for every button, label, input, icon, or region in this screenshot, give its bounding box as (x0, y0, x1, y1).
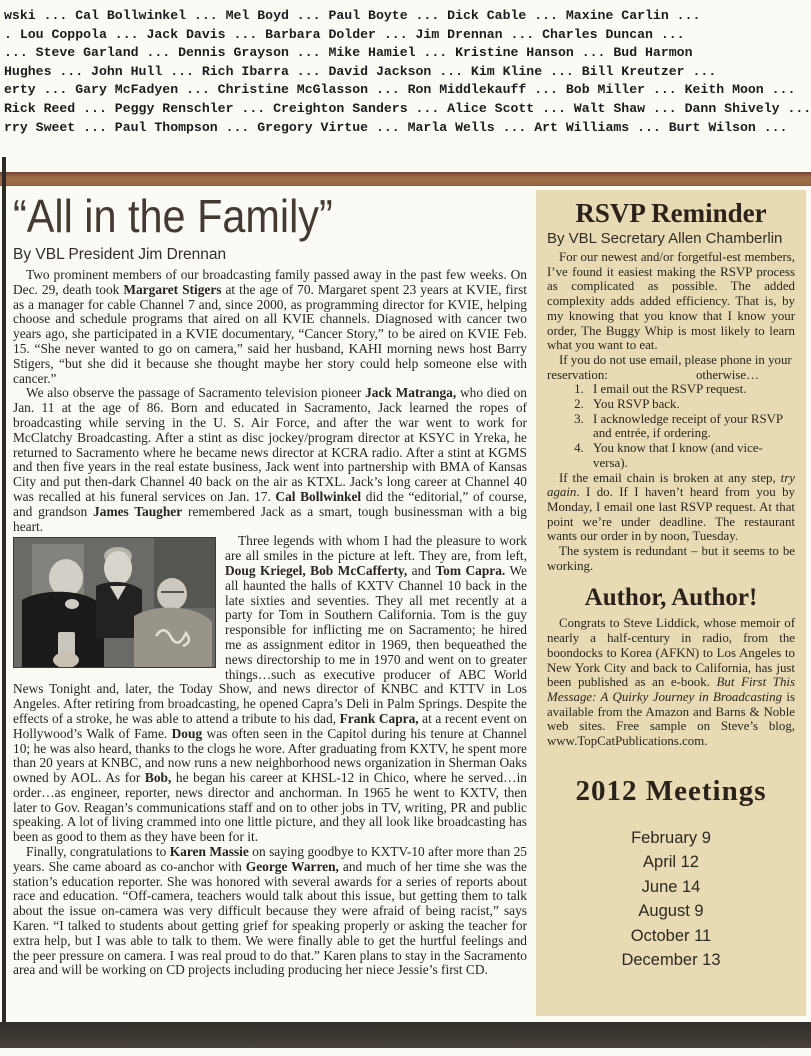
rsvp-byline: By VBL Secretary Allen Chamberlin (547, 230, 783, 247)
meeting-date: June 14 (641, 877, 701, 896)
rsvp-reminder-title: RSVP Reminder (575, 198, 767, 228)
member-name-line: erty ... Gary McFadyen ... Christine McGlasson ... Ron Middlekauff ... Bob Miller ... Keith Moon ... (4, 82, 796, 98)
sidebar-paragraph: For our newest and/or forgetful-est members, I’ve found it easiest making the RSVP process as complicated as possible. The added complexity adds added efficiency. That is, by my knowing that you know that I know your order, The Buggy Whip is most likely to learn what you want to eat. (547, 250, 795, 353)
article-paragraph: We also observe the passage of Sacramento television pioneer Jack Matranga, who died on Jan. 11 at the age of 86. Born and educated in Sacramento, Jack learned the ropes of broadcasting while serving in the U. S. Air Force, and after the war went to work for McClatchy Broadcasting. After a stint as disc jockey/program director at KSYC in Yreka, he returned to Sacramento where he became news director at KCRA radio. After a stint at KGMS and then five years in the real estate business, Jack went into partnership with BMA of Kansas City and put then-dark Channel 40 back on the air as KTXL. Jack’s long career at Channel 40 was recalled at his funeral services on Jan. 17. Cal Bollwinkel did the “editorial,” of course, and grandson James Taugher remembered Jack as a smart, tough businessman with a big heart. (13, 385, 528, 534)
article-photo-section (13, 534, 527, 978)
rsvp-phone-line-2 (547, 368, 795, 383)
member-name-line: wski ... Cal Bollwinkel ... Mel Boyd ... Paul Boyte ... Dick Cable ... Maxine Carlin ... (4, 8, 701, 23)
sidebar-paragraph: If the email chain is broken at any step, try again. I do. If I haven’t heard from you by Monday, I email one last RSVP request. At that point we’re under deadline. The restaurant wants our order in by noon, Tuesday. (547, 470, 795, 544)
member-name-line: Hughes ... John Hull ... Rich Ibarra ... David Jackson ... Kim Kline ... Bill Kreutzer ... (4, 63, 717, 79)
article-byline: By VBL President Jim Drennan (13, 246, 227, 263)
meeting-date: August 9 (638, 902, 704, 921)
author-paragraph (547, 616, 795, 748)
rsvp-phone-line-1: If you do not use email, please phone in your (559, 352, 792, 367)
member-name-line: . Lou Coppola ... Jack Davis ... Barbara Dolder ... Jim Drennan ... Charles Duncan ... (4, 26, 685, 42)
member-name-line: ... Steve Garland ... Dennis Grayson ... Mike Hamiel ... Kristine Hanson ... Bud Harmon (4, 45, 693, 61)
rsvp-closing-paragraphs (547, 471, 795, 574)
sidebar-paragraph: Congrats to Steve Liddick, whose memoir of nearly a half-century in radio, from the boondocks to Korea (AFKN) to Los Angeles to New York City and back to California, has just been published as an e-book. But First This Message: A Quirky Journey in Broadcasting is available from the Amazon and Barns & Noble web sites. Free sample on Steve’s blog, www.TopCatPublications.com. (547, 616, 795, 749)
meeting-date: April 12 (643, 853, 699, 872)
rsvp-paragraph-1 (547, 250, 795, 353)
rsvp-steps-list (587, 382, 795, 470)
author-author-title: Author, Author! (584, 584, 758, 612)
rsvp-reservation-label: reservation: (547, 367, 608, 382)
meeting-date: December 13 (621, 951, 721, 970)
page-edge-rule (2, 157, 6, 1022)
meeting-dates-list (547, 826, 795, 973)
meeting-date: October 11 (630, 926, 712, 945)
three-legends-photo (13, 537, 216, 668)
rsvp-step: 2. You RSVP back. (587, 397, 795, 412)
meeting-date: February 9 (631, 828, 711, 847)
article-title: “All in the Family” (13, 190, 333, 242)
rsvp-otherwise-label: otherwise… (695, 367, 759, 382)
sidebar (536, 190, 806, 1016)
rsvp-phone-note (547, 353, 795, 382)
article-paragraph: Three legends with whom I had the pleasure to work are all smiles in the picture at left. They are, from left, Doug Kriegel, Bob McCafferty, and Tom Capra. We all haunted the halls of KXTV Channel 10 back in the late sixties and seventies. They all met recently at a party for Tom in Southern California. Tom is the guy responsible for inflicting me on Sacramento; he hired me as assignment editor in 1969, then bequeathed the news directorship to me in 1970 and went on to greater things…such as executive producer of ABC World News Tonight and, later, the Today Show, and news director of KNBC and KTTV in Los Angeles. After retiring from broadcasting, he opened Capra’s Deli in Palm Springs. Despite the effects of a stroke, he was able to attend a tribute to his dad, Frank Capra, at a recent event on Hollywood’s Walk of Fame. Doug was often seen in the Capitol during his tenure at Channel 10; he was also heard, thanks to the clogs he wore. After graduating from KXTV, he spent more than 20 years at KNBC, and now runs a new neighborhood news organization in Sherman Oaks owned by AOL. As for Bob, he began his career at KHSL-12 in Chico, where he served…in order…as engineer, reporter, news director and anchorman. In 1965 he went to KXTV, then later to Gov. Reagan’s communications staff and on to other jobs in TV, writing, PR and public speaking. A lot of living crammed into one little picture, and they all look like broadcasting has been as good to them as they have been for it. (13, 533, 527, 845)
article-intro-paragraphs (13, 268, 527, 534)
meetings-title: 2012 Meetings (575, 774, 767, 807)
bottom-divider-bar (0, 1022, 811, 1048)
article-paragraph: Finally, congratulations to Karen Massie on saying goodbye to KXTV-10 after more than 25 years. She came aboard as co-anchor with George Warren, and much of her time she was the station’s education reporter. She was honored with several awards for a series of reports about race and education. “Off-camera, teachers would talk about this issue, but getting them to talk about the issue on-camera was very difficult because they were afraid of being racist,” says Karen. “I talked to students about getting grief for speaking properly or asking the teacher for extra help, but I was able to talk to them. We were finally able to get the hurtful feelings and the peer pressure on camera. I was real proud to do that.” Karen plans to stay in the Sacramento area and will be working on CD projects including producing her niece Jessie’s first CD. (13, 844, 527, 978)
three-legends-photo-art (14, 538, 215, 667)
main-article (13, 190, 527, 978)
rsvp-step: 3. I acknowledge receipt of your RSVP and entrée, if ordering. (587, 412, 795, 441)
member-name-line: rry Sweet ... Paul Thompson ... Gregory Virtue ... Marla Wells ... Art Williams ... Burt Wilson ... (4, 119, 788, 135)
sidebar-paragraph: The system is redundant – but it seems to be working. (547, 544, 795, 573)
member-name-list (4, 7, 811, 137)
rsvp-step: 4. You know that I know (and vice-versa). (587, 441, 795, 470)
member-name-line: Rick Reed ... Peggy Renschler ... Creighton Sanders ... Alice Scott ... Walt Shaw ... Dann Shively ... (4, 100, 811, 116)
accent-divider-bar (0, 172, 811, 186)
article-paragraph: Two prominent members of our broadcasting family passed away in the past few weeks. On Dec. 29, death took Margaret Stigers at the age of 70. Margaret spent 23 years at KVIE, first as a manager for cable Channel 7 and, since 2000, as programming director for KVIE, helping choose and schedule programs that aired on all KVIE channels. Diagnosed with cancer two years ago, she participated in a KVIE documentary, “Cancer Story,” to be aired on KVIE Feb. 15. “She never wanted to go on camera,” said her husband, KAHI morning news host Barry Stigers, “but she did it because she thought maybe her story could help someone else with cancer.” (13, 267, 527, 386)
rsvp-step: 1. I email out the RSVP request. (587, 382, 795, 397)
